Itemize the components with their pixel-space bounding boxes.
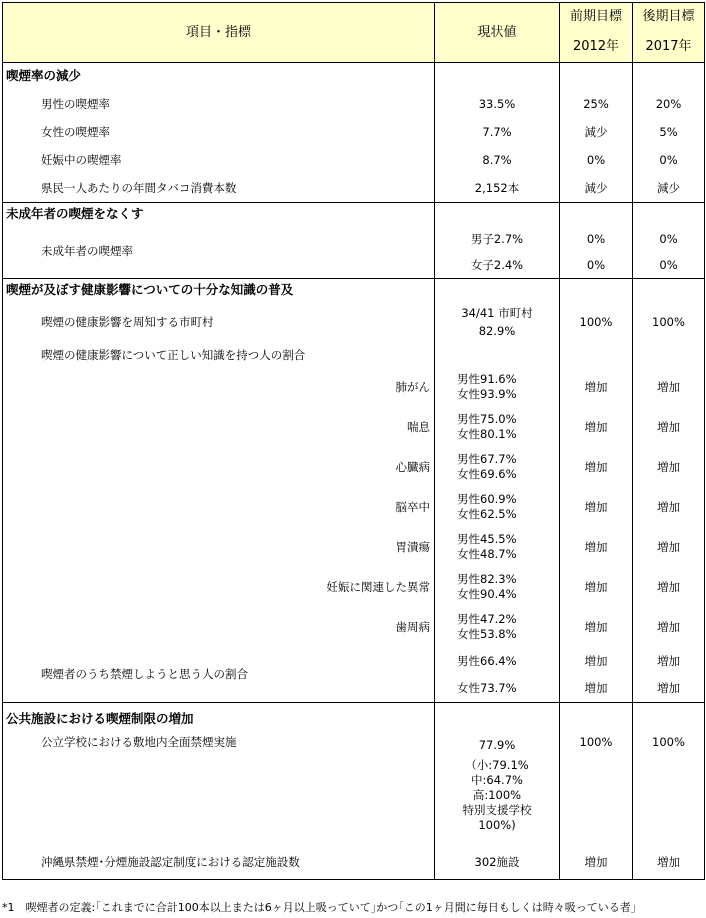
section-title: 喫煙率の減少 bbox=[3, 63, 435, 90]
section-row bbox=[3, 203, 705, 225]
current-value: 33.5% bbox=[435, 90, 560, 118]
current-value: 82.9% bbox=[478, 323, 516, 338]
current-value-female: 女性53.8% bbox=[457, 626, 517, 641]
mid-target-value: 増加 bbox=[560, 527, 633, 567]
disease-label: 喘息 bbox=[3, 407, 435, 447]
row-label: 県民一人あたりの年間タバコ消費本数 bbox=[3, 174, 435, 203]
mid-target-value: 増加 bbox=[560, 407, 633, 447]
current-value-stack bbox=[435, 301, 560, 343]
table-row bbox=[3, 647, 705, 675]
section-row bbox=[3, 703, 705, 735]
table-row bbox=[3, 174, 705, 203]
footnote: *1 喫煙者の定義:｢これまでに合計100本以上または6ヶ月以上吸っていて｣かつ｢この1ヶ月間に毎日もしくは時々吸っている者｣ bbox=[2, 901, 637, 914]
disease-label: 歯周病 bbox=[3, 607, 435, 647]
mid-target-value: 増加 bbox=[560, 846, 633, 880]
school-detail-line: 中:64.7% bbox=[471, 772, 523, 787]
current-value-male: 男性60.9% bbox=[457, 491, 517, 506]
table-row bbox=[3, 367, 705, 407]
table-row bbox=[3, 225, 705, 253]
header-late-target: 後期目標 bbox=[633, 3, 705, 32]
late-target-value: 増加 bbox=[633, 487, 705, 527]
disease-label: 心臓病 bbox=[3, 447, 435, 487]
late-target-value: 増加 bbox=[633, 407, 705, 447]
mid-target-value: 増加 bbox=[560, 447, 633, 487]
disease-label: 胃潰瘍 bbox=[3, 527, 435, 567]
current-value-stack bbox=[435, 447, 560, 487]
school-detail-line: 特別支援学校 bbox=[462, 802, 532, 817]
row-label: 未成年者の喫煙率 bbox=[3, 225, 435, 279]
header-late-year: 2017年 bbox=[633, 32, 705, 63]
smoking-targets-table bbox=[2, 2, 705, 880]
table-row bbox=[3, 607, 705, 647]
current-value-female: 女性73.7% bbox=[435, 675, 560, 703]
table-row bbox=[3, 487, 705, 527]
current-value-stack bbox=[435, 407, 560, 447]
disease-label: 妊娠に関連した異常 bbox=[3, 567, 435, 607]
header-row-1 bbox=[3, 3, 705, 32]
late-target-value: 100% bbox=[633, 301, 705, 343]
current-value: 男子2.7% bbox=[435, 225, 560, 253]
late-target-value: 増加 bbox=[633, 527, 705, 567]
current-value-female: 女性62.5% bbox=[457, 506, 517, 521]
row-label: 男性の喫煙率 bbox=[3, 90, 435, 118]
current-value-male: 男性91.6% bbox=[457, 371, 517, 386]
row-label: 女性の喫煙率 bbox=[3, 118, 435, 146]
current-value: 34/41 市町村 bbox=[461, 305, 533, 320]
table-row bbox=[3, 447, 705, 487]
target-table-container bbox=[2, 2, 704, 880]
late-target-value: 増加 bbox=[633, 367, 705, 407]
section-title: 公共施設における喫煙制限の増加 bbox=[3, 703, 435, 735]
current-value: 女子2.4% bbox=[435, 253, 560, 279]
current-value-female: 女性90.4% bbox=[457, 586, 517, 601]
section-title: 未成年者の喫煙をなくす bbox=[3, 203, 435, 225]
current-value-stack bbox=[435, 607, 560, 647]
school-detail-line: 100%) bbox=[478, 817, 516, 832]
current-value-stack bbox=[435, 567, 560, 607]
table-row bbox=[3, 301, 705, 343]
table-row bbox=[3, 567, 705, 607]
table-row bbox=[3, 90, 705, 118]
row-label: 喫煙者のうち禁煙しようと思う人の割合 bbox=[3, 647, 435, 703]
late-target-value: 0% bbox=[633, 253, 705, 279]
row-label: 喫煙の健康影響について正しい知識を持つ人の割合 bbox=[3, 343, 435, 367]
table-row bbox=[3, 343, 705, 367]
late-target-value: 5% bbox=[633, 118, 705, 146]
current-value-male: 男性47.2% bbox=[457, 611, 517, 626]
current-value-stack bbox=[435, 487, 560, 527]
late-target-value: 減少 bbox=[633, 174, 705, 203]
mid-target-value: 0% bbox=[560, 253, 633, 279]
header-item: 項目・指標 bbox=[3, 3, 435, 63]
current-value-male: 男性66.4% bbox=[435, 647, 560, 675]
current-value: 2,152本 bbox=[435, 174, 560, 203]
current-value-male: 男性45.5% bbox=[457, 531, 517, 546]
mid-target-value: 増加 bbox=[560, 367, 633, 407]
current-value-female: 女性48.7% bbox=[457, 546, 517, 561]
row-label: 喫煙の健康影響を周知する市町村 bbox=[3, 301, 435, 343]
late-target-value: 20% bbox=[633, 90, 705, 118]
table-row bbox=[3, 846, 705, 880]
current-value-stack bbox=[435, 527, 560, 567]
current-value-female: 女性80.1% bbox=[457, 426, 517, 441]
late-target-value: 増加 bbox=[633, 846, 705, 880]
header-current: 現状値 bbox=[435, 3, 560, 63]
table-row bbox=[3, 118, 705, 146]
row-label: 妊娠中の喫煙率 bbox=[3, 146, 435, 174]
current-value-male: 男性75.0% bbox=[457, 411, 517, 426]
mid-target-value: 減少 bbox=[560, 118, 633, 146]
school-detail-line: 高:100% bbox=[472, 787, 522, 802]
current-value: 77.9% bbox=[435, 735, 560, 756]
mid-target-value: 25% bbox=[560, 90, 633, 118]
table-row bbox=[3, 735, 705, 756]
current-value-female: 女性93.9% bbox=[457, 386, 517, 401]
mid-target-value: 増加 bbox=[560, 675, 633, 703]
section-row bbox=[3, 63, 705, 90]
mid-target-value: 増加 bbox=[560, 567, 633, 607]
late-target-value: 増加 bbox=[633, 647, 705, 675]
table-row bbox=[3, 527, 705, 567]
row-label: 沖縄県禁煙･分煙施設認定制度における認定施設数 bbox=[3, 846, 435, 880]
current-value-female: 女性69.6% bbox=[457, 466, 517, 481]
late-target-value: 増加 bbox=[633, 447, 705, 487]
late-target-value: 100% bbox=[633, 735, 705, 846]
mid-target-value: 100% bbox=[560, 301, 633, 343]
table-row bbox=[3, 146, 705, 174]
current-value: 8.7% bbox=[435, 146, 560, 174]
late-target-value: 0% bbox=[633, 225, 705, 253]
current-value-male: 男性67.7% bbox=[457, 451, 517, 466]
late-target-value: 増加 bbox=[633, 607, 705, 647]
disease-label: 脳卒中 bbox=[3, 487, 435, 527]
header-mid-target: 前期目標 bbox=[560, 3, 633, 32]
mid-target-value: 増加 bbox=[560, 647, 633, 675]
late-target-value: 増加 bbox=[633, 675, 705, 703]
disease-label: 肺がん bbox=[3, 367, 435, 407]
current-value: 302施設 bbox=[435, 846, 560, 880]
late-target-value: 増加 bbox=[633, 567, 705, 607]
mid-target-value: 増加 bbox=[560, 607, 633, 647]
school-breakdown bbox=[435, 756, 560, 846]
current-value-male: 男性82.3% bbox=[457, 571, 517, 586]
mid-target-value: 減少 bbox=[560, 174, 633, 203]
school-detail-line: （小:79.1% bbox=[465, 757, 529, 772]
mid-target-value: 100% bbox=[560, 735, 633, 846]
row-label: 公立学校における敷地内全面禁煙実施 bbox=[3, 735, 435, 846]
header-mid-year: 2012年 bbox=[560, 32, 633, 63]
late-target-value: 0% bbox=[633, 146, 705, 174]
mid-target-value: 0% bbox=[560, 225, 633, 253]
current-value: 7.7% bbox=[435, 118, 560, 146]
mid-target-value: 0% bbox=[560, 146, 633, 174]
section-row bbox=[3, 279, 705, 301]
table-row bbox=[3, 407, 705, 447]
section-title: 喫煙が及ぼす健康影響についての十分な知識の普及 bbox=[3, 279, 435, 301]
current-value-stack bbox=[435, 367, 560, 407]
mid-target-value: 増加 bbox=[560, 487, 633, 527]
